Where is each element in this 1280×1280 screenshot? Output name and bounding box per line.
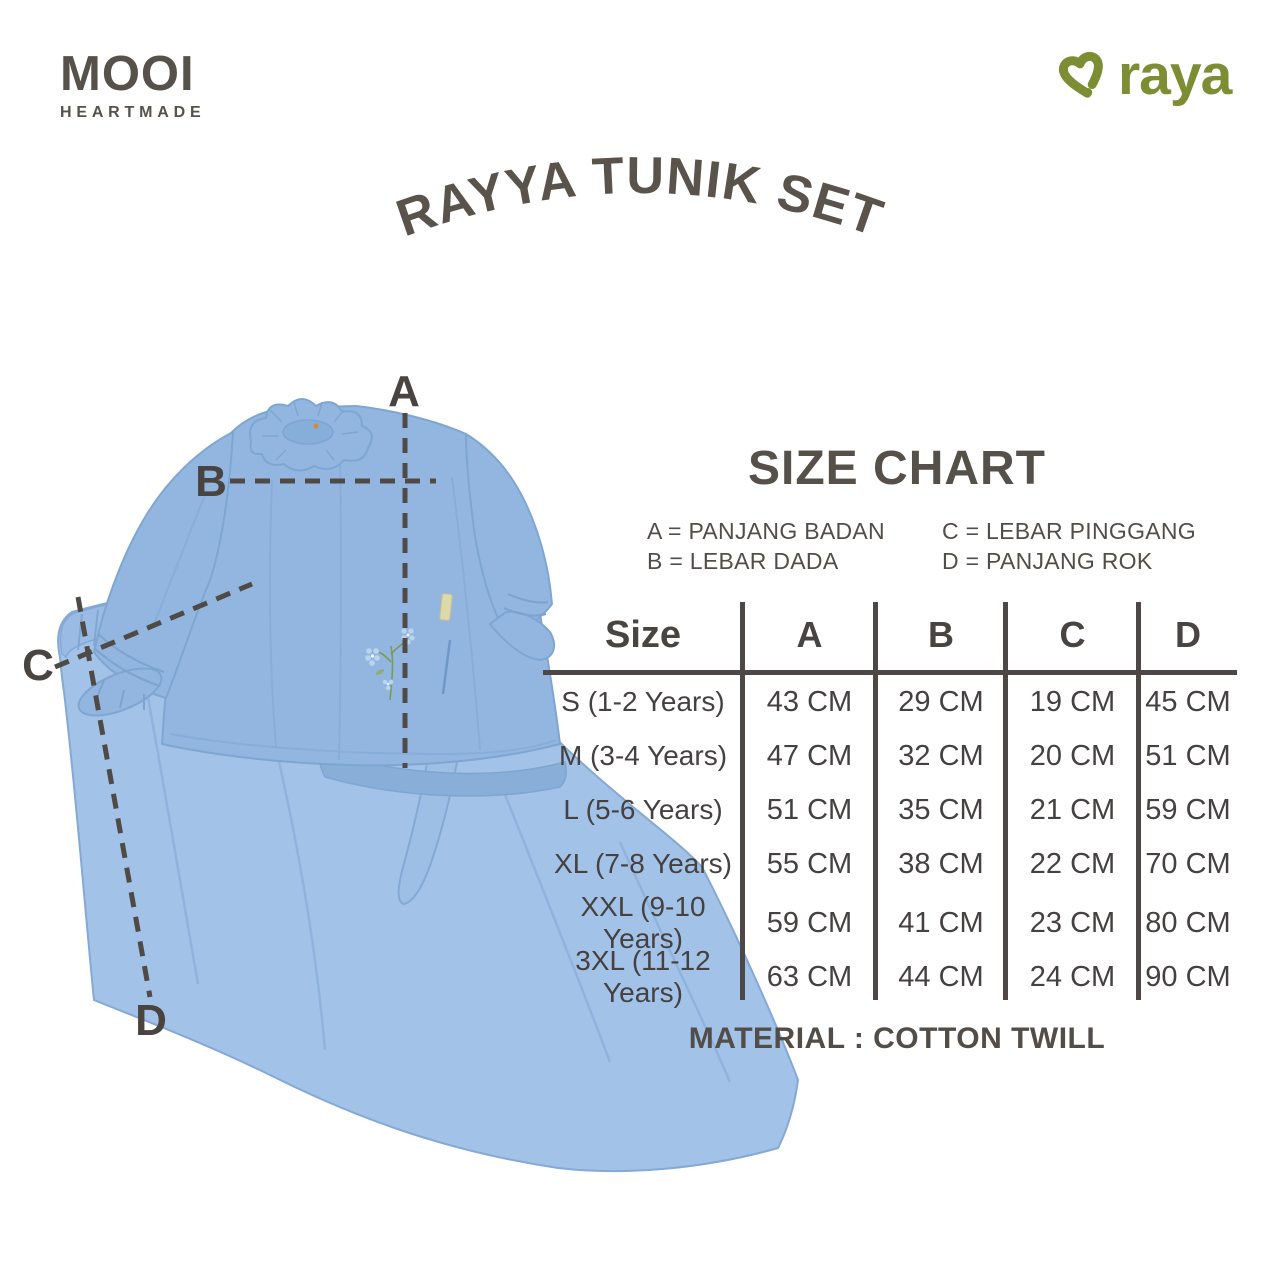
collar-button: [314, 424, 319, 429]
column-header-b: B: [928, 614, 954, 655]
cell-a: 55 CM: [766, 847, 853, 880]
column-header-c: C: [1059, 614, 1086, 655]
table-row: [543, 675, 1237, 729]
cell-a: 63 CM: [766, 960, 853, 993]
material-note: MATERIAL : COTTON TWILL: [688, 1022, 1106, 1055]
cell-b: 35 CM: [898, 793, 984, 826]
measure-label-a: A: [388, 367, 420, 416]
size-chart-heading: SIZE CHART: [748, 442, 1046, 495]
cell-size: XL (7-8 Years): [554, 848, 732, 879]
cell-a: 47 CM: [766, 739, 853, 772]
cell-c: 19 CM: [1029, 685, 1116, 718]
brand-name: MOOI: [60, 47, 195, 101]
size-table: [543, 602, 1237, 1008]
cell-d: 80 CM: [1145, 906, 1231, 939]
cell-d: 70 CM: [1145, 847, 1231, 880]
cell-c: 20 CM: [1029, 739, 1116, 772]
cell-c: 21 CM: [1029, 793, 1116, 826]
cell-b: 29 CM: [898, 685, 984, 718]
column-header-d: D: [1175, 614, 1201, 655]
table-header-row: [543, 602, 1237, 668]
table-row: [543, 891, 1237, 954]
svg-text:RAYYA TUNIK SET: [389, 147, 890, 248]
column-header-a: A: [796, 614, 823, 655]
measure-label-c: C: [22, 641, 54, 690]
cell-b: 44 CM: [898, 960, 984, 993]
care-tag: [440, 594, 453, 621]
table-row: [543, 837, 1237, 891]
cell-a: 43 CM: [766, 685, 853, 718]
product-title-arc: [0, 128, 1280, 268]
measure-label-d: D: [135, 996, 167, 1045]
cell-size: XXL (9-10 Years): [580, 891, 706, 954]
cell-b: 32 CM: [898, 739, 984, 772]
table-row: [543, 729, 1237, 783]
cell-b: 38 CM: [898, 847, 984, 880]
table-row: [543, 945, 1237, 1008]
cell-size: 3XL (11-12 Years): [575, 945, 711, 1008]
measure-label-b: B: [195, 457, 227, 506]
cell-c: 24 CM: [1029, 960, 1116, 993]
heart-icon: [1058, 51, 1108, 106]
cell-a: 59 CM: [766, 906, 853, 939]
cell-b: 41 CM: [898, 906, 984, 939]
column-header-size: Size: [604, 613, 682, 656]
cell-d: 59 CM: [1145, 793, 1231, 826]
cell-size: L (5-6 Years): [563, 794, 723, 825]
legend-item-c: C = LEBAR PINGGANG: [942, 518, 1196, 544]
brand-logo: [60, 47, 206, 122]
measurement-legend-left: [647, 516, 885, 576]
legend-item-d: D = PANJANG ROK: [942, 548, 1153, 574]
table-row: [543, 783, 1237, 837]
legend-item-b: B = LEBAR DADA: [647, 548, 839, 574]
brand-tagline: HEARTMADE: [60, 104, 206, 121]
product-title: RAYYA TUNIK SET: [389, 146, 891, 249]
cell-d: 51 CM: [1145, 739, 1231, 772]
cell-size: M (3-4 Years): [558, 740, 728, 771]
cell-c: 23 CM: [1029, 906, 1116, 939]
raya-logo: [1058, 43, 1232, 107]
cell-size: S (1-2 Years): [561, 686, 725, 717]
raya-wordmark: raya: [1118, 43, 1232, 107]
cell-d: 90 CM: [1145, 960, 1231, 993]
cell-c: 22 CM: [1029, 847, 1116, 880]
measurement-legend-right: [942, 516, 1196, 576]
cell-d: 45 CM: [1145, 685, 1231, 718]
legend-item-a: A = PANJANG BADAN: [647, 518, 885, 544]
cell-a: 51 CM: [766, 793, 853, 826]
